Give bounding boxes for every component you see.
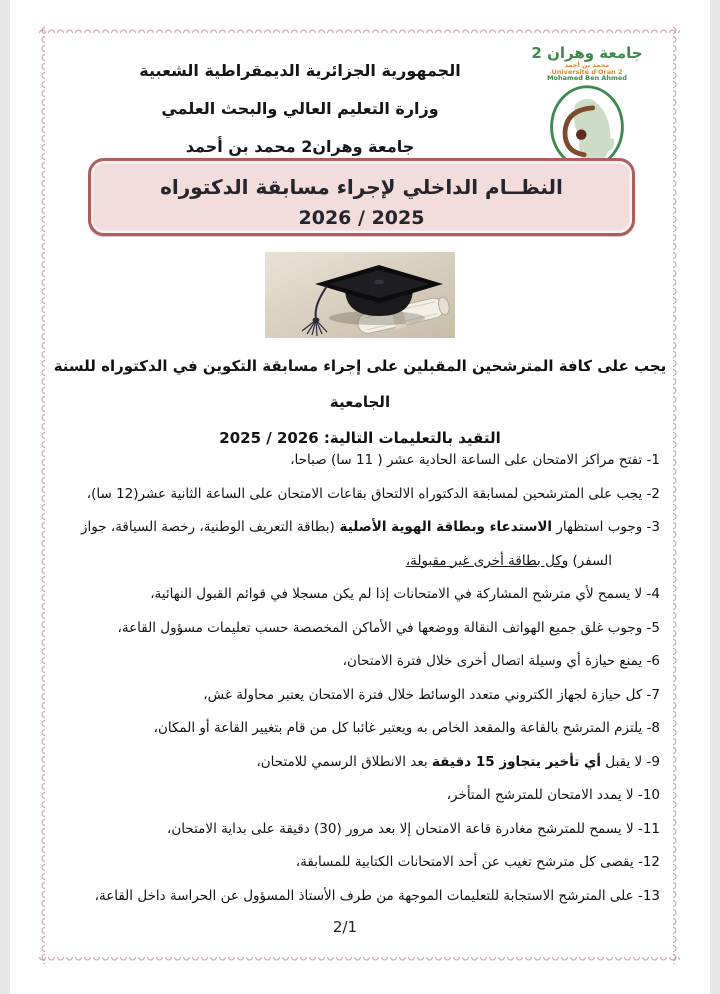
rule-item (50, 779, 660, 813)
rule-text-segment: 2- يجب على المترشحين لمسابقة الدكتوراه الالتحاق بقاعات الامتحان على الساعة الثانية عشر(12 سا)، (86, 485, 660, 502)
rule-text-segment: الاستدعاء وبطاقة الهوية الأصلية (334, 519, 553, 535)
rule-item (50, 746, 660, 780)
logo-subtitle-arabic: محمد بن أحمد (564, 60, 610, 69)
header-line-republic: الجمهورية الجزائرية الديمقراطية الشعبية (139, 61, 461, 80)
header-line-ministry: وزارة التعليم العالي والبحث العلمي (161, 99, 439, 118)
rule-text-segment: 7- كل حيازة لجهاز الكتروني متعدد الوسائط خلال فترة الامتحان يعتبر محاولة غش، (203, 686, 660, 703)
header-line-university: جامعة وهران2 محمد بن أحمد (185, 137, 415, 156)
rule-text-segment: 4- لا يسمح لأي مترشح المشاركة في الامتحانات إذا لم يكن مسجلا في قوائم القبول النهائية، (150, 586, 660, 602)
document-title-years: 2025 / 2026 (298, 207, 425, 229)
decorative-border-right (673, 26, 680, 964)
rule-item (50, 645, 660, 679)
rule-item (50, 679, 660, 713)
intro-paragraph (50, 348, 670, 456)
title-box (88, 158, 635, 236)
header (90, 52, 510, 166)
rule-item (50, 444, 660, 478)
document-title: النظــام الداخلي لإجراء مسابقة الدكتوراه (160, 175, 563, 199)
rule-text-segment: 12- يقصى كل مترشح تغيب عن أحد الامتحانات الكتابية للمسابقة، (295, 854, 660, 870)
decorative-border-top (38, 26, 680, 33)
page-number: 2/1 (332, 918, 358, 936)
intro-line-1: يجب على كافة المترشحين المقبلين على إجراء مسابقة التكوين في الدكتوراه للسنة الجامعية (53, 357, 667, 411)
rule-text-segment: (بطاقة التعريف الوطنية، رخصة السياقة، جواز السفر) (80, 519, 612, 569)
rule-item (50, 612, 660, 646)
university-logo (512, 46, 662, 171)
rule-text-segment: 1- تفتح مراكز الامتحان على الساعة الحادية عشر ( 11 سا) صباحا، (290, 452, 660, 468)
intro-line-2: التقيد بالتعليمات التالية: 2026 / 2025 (219, 429, 501, 447)
rule-item (50, 813, 660, 847)
rule-item (50, 712, 660, 746)
rules-list (50, 444, 660, 913)
rule-item (50, 578, 660, 612)
logo-subtitle-french: Université d'Oran 2 (551, 67, 623, 76)
logo-subtitle-english: Mohamed Ben Ahmed (547, 74, 627, 83)
rule-text-segment: 10- لا يمدد الامتحان للمترشح المتأخر، (446, 787, 660, 803)
rule-item (50, 511, 660, 578)
rule-text-segment: 6- يمنع حيازة أي وسيلة اتصال أخرى خلال فترة الامتحان، (342, 653, 660, 669)
rule-text-segment: وكل بطاقة أخرى غير مقبولة، (405, 552, 569, 569)
rule-text-segment: 11- لا يسمح للمترشح مغادرة قاعة الامتحان إلا بعد مرور (30) دقيقة على بداية الامتحان، (167, 820, 660, 837)
rule-text-segment: 9- لا يقبل (601, 753, 660, 770)
rule-item (50, 846, 660, 880)
rule-text-segment: 3- وجوب استظهار (552, 519, 660, 535)
graduation-cap-image (265, 252, 455, 338)
rule-text-segment: 13- على المترشح الاستجابة للتعليمات الموجهة من طرف الأستاذ المسؤول عن الحراسة داخل القاعة، (94, 887, 660, 904)
rule-text-segment: 5- وجوب غلق جميع الهواتف النقالة ووضعها في الأماكن المخصصة حسب تعليمات مسؤول القاعة، (117, 619, 660, 636)
rule-text-segment: 8- يلتزم المترشح بالقاعة والمقعد الخاص به ويعتبر غائبا كل من قام بتغيير القاعة أو المكان، (153, 720, 660, 736)
decorative-border-left (38, 26, 45, 964)
rule-item (50, 880, 660, 914)
rule-text-segment: بعد الانطلاق الرسمي للامتحان، (256, 753, 432, 770)
rule-item (50, 478, 660, 512)
rule-text-segment: أي تأخير يتجاوز 15 دقيقة (431, 753, 602, 770)
logo-title: جامعة وهران 2 (531, 44, 643, 62)
document-page (10, 0, 710, 994)
decorative-border-bottom (38, 957, 680, 964)
